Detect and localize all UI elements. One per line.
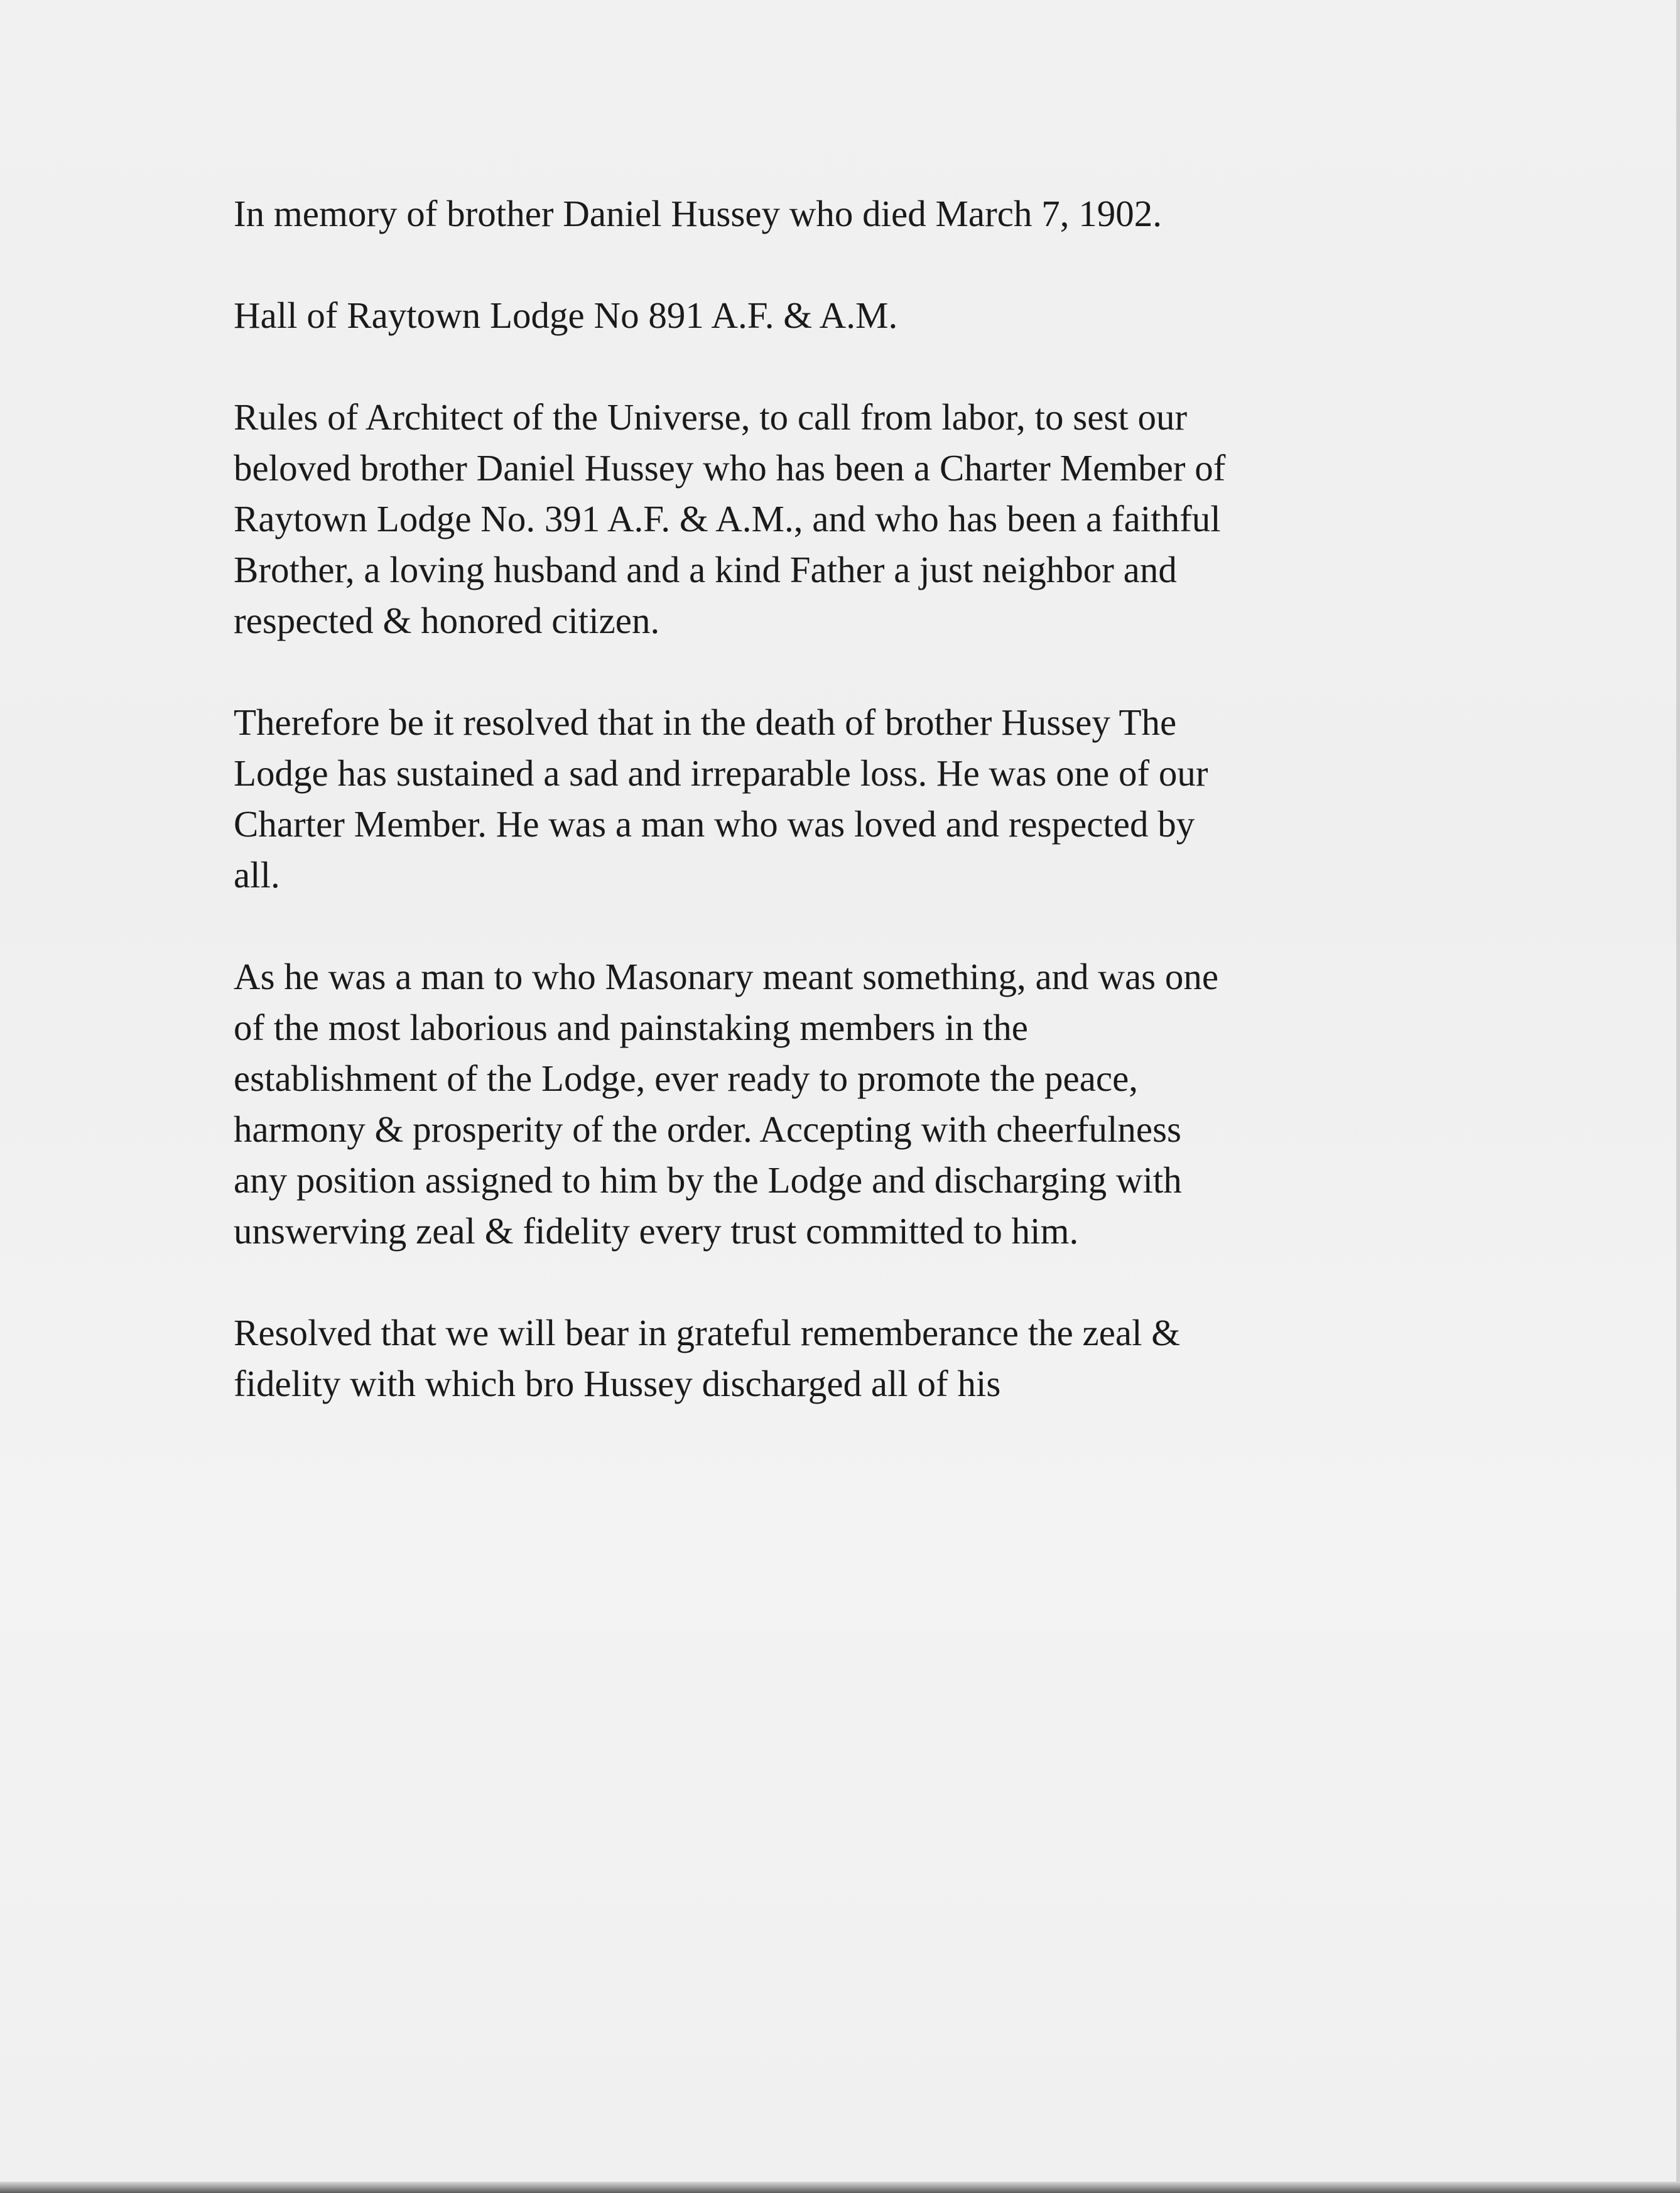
document-body (234, 188, 1465, 1460)
paragraph-memorial-heading: In memory of brother Daniel Hussey who died March 7, 1902. (234, 193, 1162, 234)
paragraph-masonary: As he was a man to who Masonary meant something, and was one of the most laborious and painstaking members in the establishment of the Lodge, ever ready to promote the peace, harmony & prosperity of the order. Accepting with cheerfulness any position assigned to him by the Lodge and discharging with unswerving zeal & fidelity every trust committed to him. (234, 956, 1219, 1252)
paragraph-rules: Rules of Architect of the Universe, to call from labor, to sest our beloved brother Daniel Hussey who has been a Charter Member of Raytown Lodge No. 391 A.F. & A.M., and who has been a faithful Brother, a loving husband and a kind Father a just neighbor and respected & honored citizen. (234, 396, 1226, 641)
paragraph-lodge-hall: Hall of Raytown Lodge No 891 A.F. & A.M. (234, 295, 898, 336)
paragraph-therefore-resolved: Therefore be it resolved that in the death of brother Hussey The Lodge has sustained a sad and irreparable loss. He was one of our Charter Member. He was a man who was loved and respected by all. (234, 701, 1208, 896)
paragraph-resolved: Resolved that we will bear in grateful rememberance the zeal & fidelity with which bro Hussey discharged all of his (234, 1312, 1181, 1404)
scan-edge-bottom (0, 2182, 1680, 2193)
scan-edge-right (1676, 0, 1680, 2193)
